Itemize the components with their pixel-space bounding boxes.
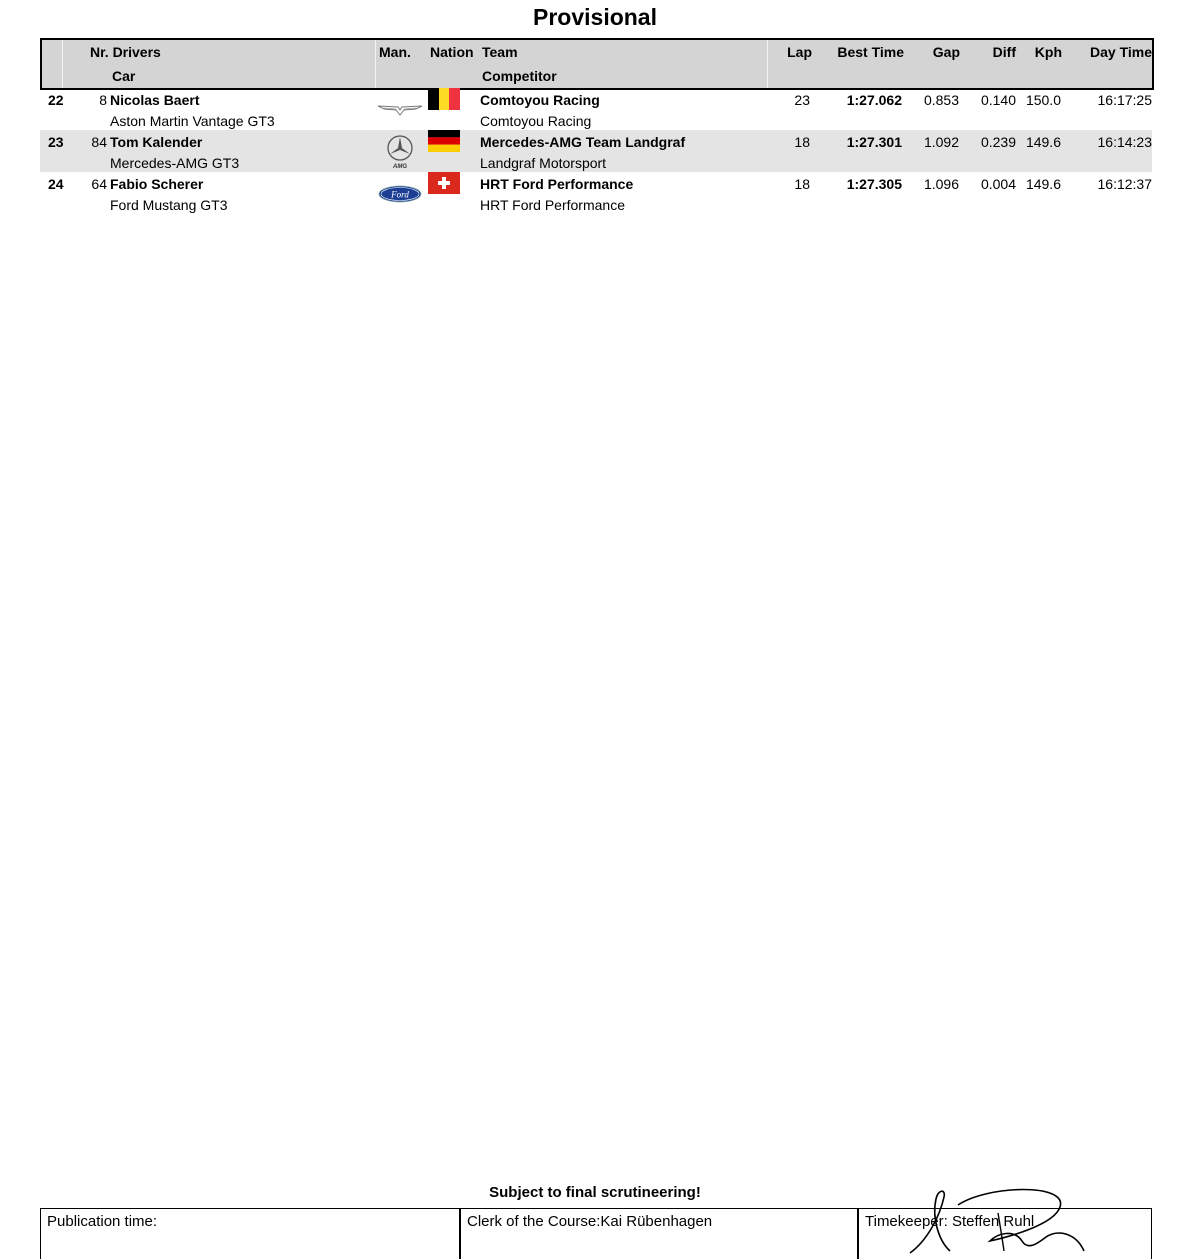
car-number: 8	[99, 92, 107, 108]
header-lap: Lap	[787, 44, 812, 60]
diff: 0.140	[980, 92, 1016, 108]
car-number: 84	[91, 134, 107, 150]
best-time: 1:27.301	[846, 134, 902, 150]
driver-name: Tom Kalender	[110, 134, 203, 150]
car-model: Mercedes-AMG GT3	[110, 155, 240, 171]
mercedes-amg-logo	[376, 132, 424, 170]
table-row	[40, 88, 1152, 130]
team-name: Comtoyou Racing	[480, 92, 600, 108]
results-table-header	[40, 38, 1154, 90]
germany-flag	[428, 130, 460, 152]
day-time: 16:17:25	[1097, 92, 1152, 108]
car-model: Aston Martin Vantage GT3	[110, 113, 275, 129]
diff: 0.239	[980, 134, 1016, 150]
kph: 149.6	[1025, 134, 1061, 150]
diff: 0.004	[980, 176, 1016, 192]
competitor-name: Comtoyou Racing	[480, 113, 592, 129]
lap: 23	[794, 92, 810, 108]
best-time: 1:27.305	[846, 176, 902, 192]
handwritten-signature	[898, 1185, 1098, 1255]
header-team: Team	[482, 44, 518, 60]
day-time: 16:12:37	[1097, 176, 1152, 192]
position: 22	[48, 92, 64, 108]
competitor-name: Landgraf Motorsport	[480, 155, 607, 171]
gap: 1.096	[923, 176, 959, 192]
team-name: HRT Ford Performance	[480, 176, 634, 192]
svg-text:AMG: AMG	[393, 164, 407, 170]
table-row	[40, 130, 1152, 172]
timekeeper: Timekeeper: Steffen Ruhl	[865, 1213, 1035, 1230]
header-kph: Kph	[1034, 44, 1062, 60]
position: 24	[48, 176, 64, 192]
car-number: 64	[91, 176, 107, 192]
clerk-of-course: Clerk of the Course:Kai Rübenhagen	[467, 1213, 713, 1230]
lap: 18	[794, 176, 810, 192]
header-nation: Nation	[430, 44, 474, 60]
day-time: 16:14:23	[1097, 134, 1152, 150]
header-manufacturer: Man.	[379, 44, 411, 60]
car-model: Ford Mustang GT3	[110, 197, 228, 213]
gap: 1.092	[923, 134, 959, 150]
header-best-time: Best Time	[837, 44, 904, 60]
kph: 150.0	[1025, 92, 1061, 108]
driver-name: Nicolas Baert	[110, 92, 200, 108]
header-nr-drivers: Nr. Drivers	[90, 44, 161, 60]
gap: 0.853	[923, 92, 959, 108]
ford-logo	[376, 174, 424, 212]
page-title: Provisional	[533, 4, 657, 30]
kph: 149.6	[1025, 176, 1061, 192]
header-diff: Diff	[992, 44, 1016, 60]
best-time: 1:27.062	[846, 92, 902, 108]
svg-text:Ford: Ford	[391, 189, 409, 200]
header-car: Car	[112, 68, 136, 84]
position: 23	[48, 134, 64, 150]
header-day-time: Day Time	[1090, 44, 1152, 60]
publication-time: Publication time:	[47, 1213, 158, 1230]
competitor-name: HRT Ford Performance	[480, 197, 625, 213]
header-gap: Gap	[932, 44, 960, 60]
scrutineering-note: Subject to final scrutineering!	[489, 1184, 701, 1201]
team-name: Mercedes-AMG Team Landgraf	[480, 134, 686, 150]
table-row	[40, 172, 1152, 214]
aston-martin-logo	[376, 90, 424, 128]
driver-name: Fabio Scherer	[110, 176, 204, 192]
switzerland-flag	[428, 172, 460, 194]
belgium-flag	[428, 88, 460, 110]
header-competitor: Competitor	[482, 68, 557, 84]
lap: 18	[794, 134, 810, 150]
